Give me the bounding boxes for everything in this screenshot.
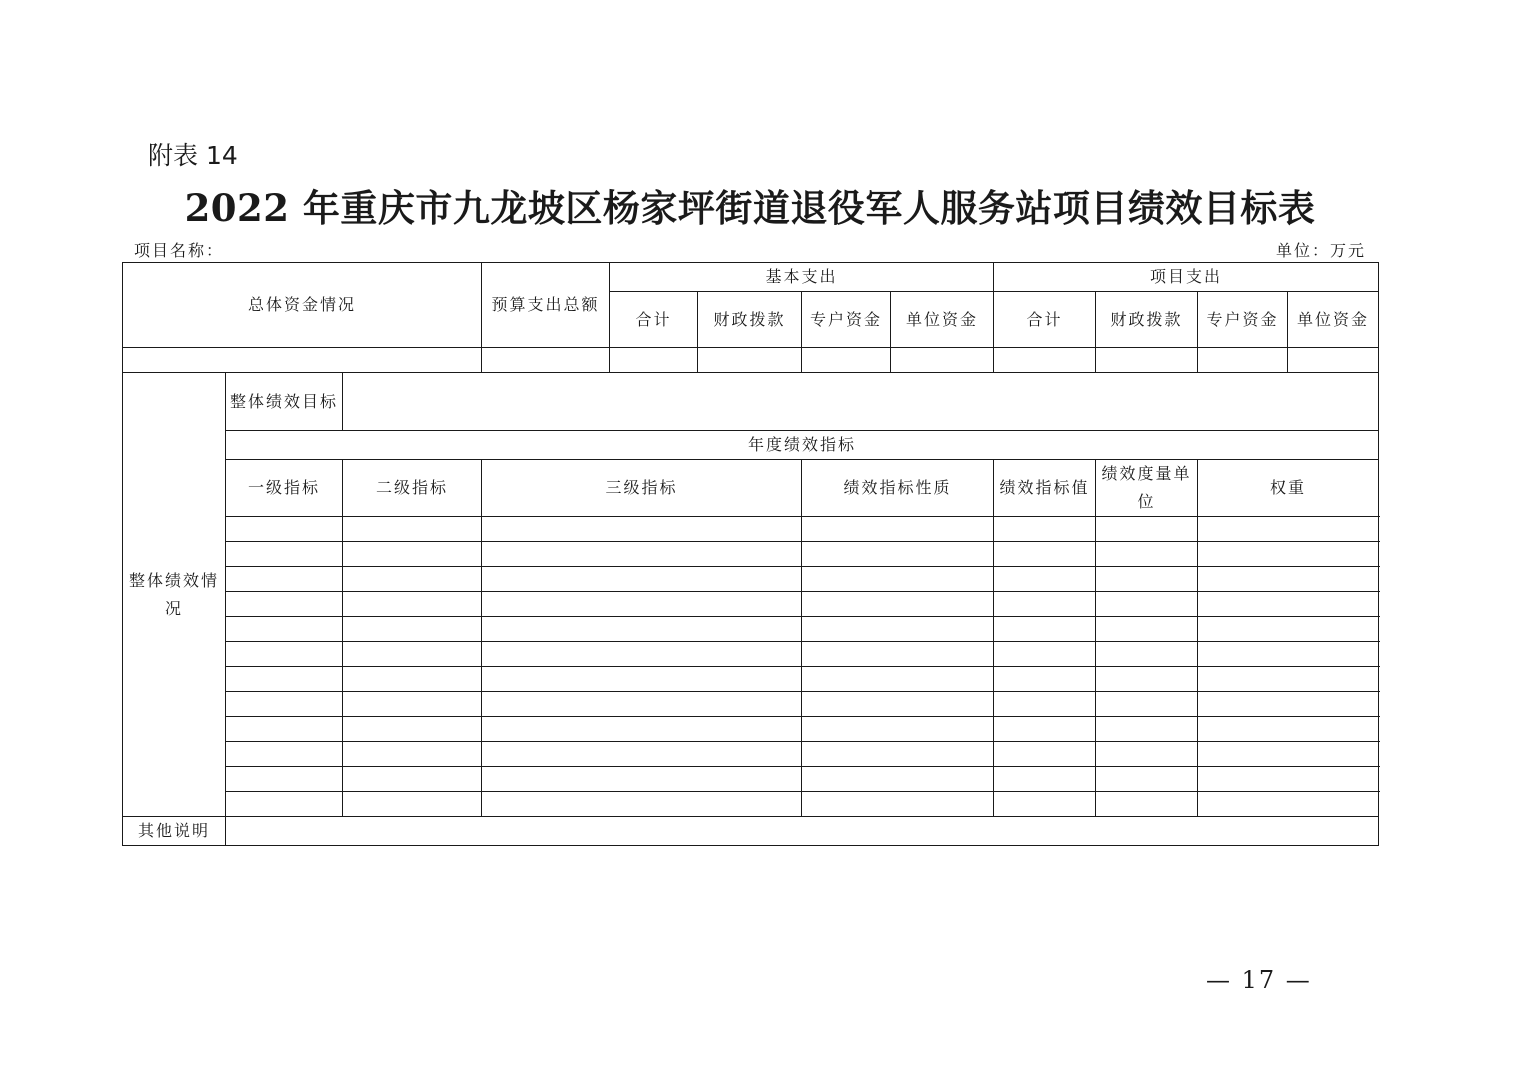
project-unit-value-cell[interactable] (1288, 348, 1379, 373)
basic-special-value-cell[interactable] (802, 348, 891, 373)
table-row (123, 667, 1379, 692)
project-fiscal-value-cell[interactable] (1096, 348, 1198, 373)
budget-total-label: 预算支出总额 (482, 263, 610, 348)
basic-total-header: 合计 (610, 292, 698, 348)
other-notes-value-cell[interactable] (226, 817, 1379, 846)
table-row (123, 542, 1379, 567)
table-row (123, 567, 1379, 592)
annual-indicators-header: 年度绩效指标 (226, 431, 1379, 460)
basic-fiscal-header: 财政拨款 (698, 292, 802, 348)
indicator-nature-header: 绩效指标性质 (802, 460, 994, 517)
project-special-value-cell[interactable] (1198, 348, 1288, 373)
table-row (123, 517, 1379, 542)
measure-unit-header: 绩效度量单位 (1096, 460, 1198, 517)
indicator-value-header: 绩效指标值 (994, 460, 1096, 517)
overall-goal-label: 整体绩效目标 (226, 373, 343, 431)
project-special-header: 专户资金 (1198, 292, 1288, 348)
table-row (123, 617, 1379, 642)
other-notes-label: 其他说明 (123, 817, 226, 846)
level1-indicator-header: 一级指标 (226, 460, 343, 517)
project-fiscal-header: 财政拨款 (1096, 292, 1198, 348)
project-total-header: 合计 (994, 292, 1096, 348)
weight-header: 权重 (1198, 460, 1379, 517)
performance-section-label: 整体绩效情况 (123, 373, 226, 817)
basic-special-header: 专户资金 (802, 292, 891, 348)
table-row (123, 592, 1379, 617)
attachment-label: 附表 14 (148, 141, 238, 170)
table-row (123, 767, 1379, 792)
project-unit-funds-header: 单位资金 (1288, 292, 1379, 348)
table-row (123, 642, 1379, 667)
project-expenditure-header: 项目支出 (994, 263, 1379, 292)
table-row (123, 742, 1379, 767)
basic-fiscal-value-cell[interactable] (698, 348, 802, 373)
basic-unit-value-cell[interactable] (891, 348, 994, 373)
table-row (123, 717, 1379, 742)
project-name-label: 项目名称： (134, 241, 225, 260)
document-title: 2022 年重庆市九龙坡区杨家坪街道退役军人服务站项目绩效目标表 (184, 186, 1316, 230)
level2-indicator-header: 二级指标 (343, 460, 482, 517)
basic-unit-funds-header: 单位资金 (891, 292, 994, 348)
unit-label: 单位：万元 (1275, 241, 1366, 260)
basic-expenditure-header: 基本支出 (610, 263, 994, 292)
budget-total-value-cell[interactable] (482, 348, 610, 373)
table-row (123, 692, 1379, 717)
page-number: — 17 — (1206, 966, 1312, 994)
overall-funds-label: 总体资金情况 (123, 263, 482, 348)
overall-funds-spacer (123, 348, 482, 373)
basic-total-value-cell[interactable] (610, 348, 698, 373)
table-row (123, 792, 1379, 817)
level3-indicator-header: 三级指标 (482, 460, 802, 517)
project-total-value-cell[interactable] (994, 348, 1096, 373)
overall-goal-value-cell[interactable] (343, 373, 1379, 431)
performance-target-table (122, 262, 1379, 846)
